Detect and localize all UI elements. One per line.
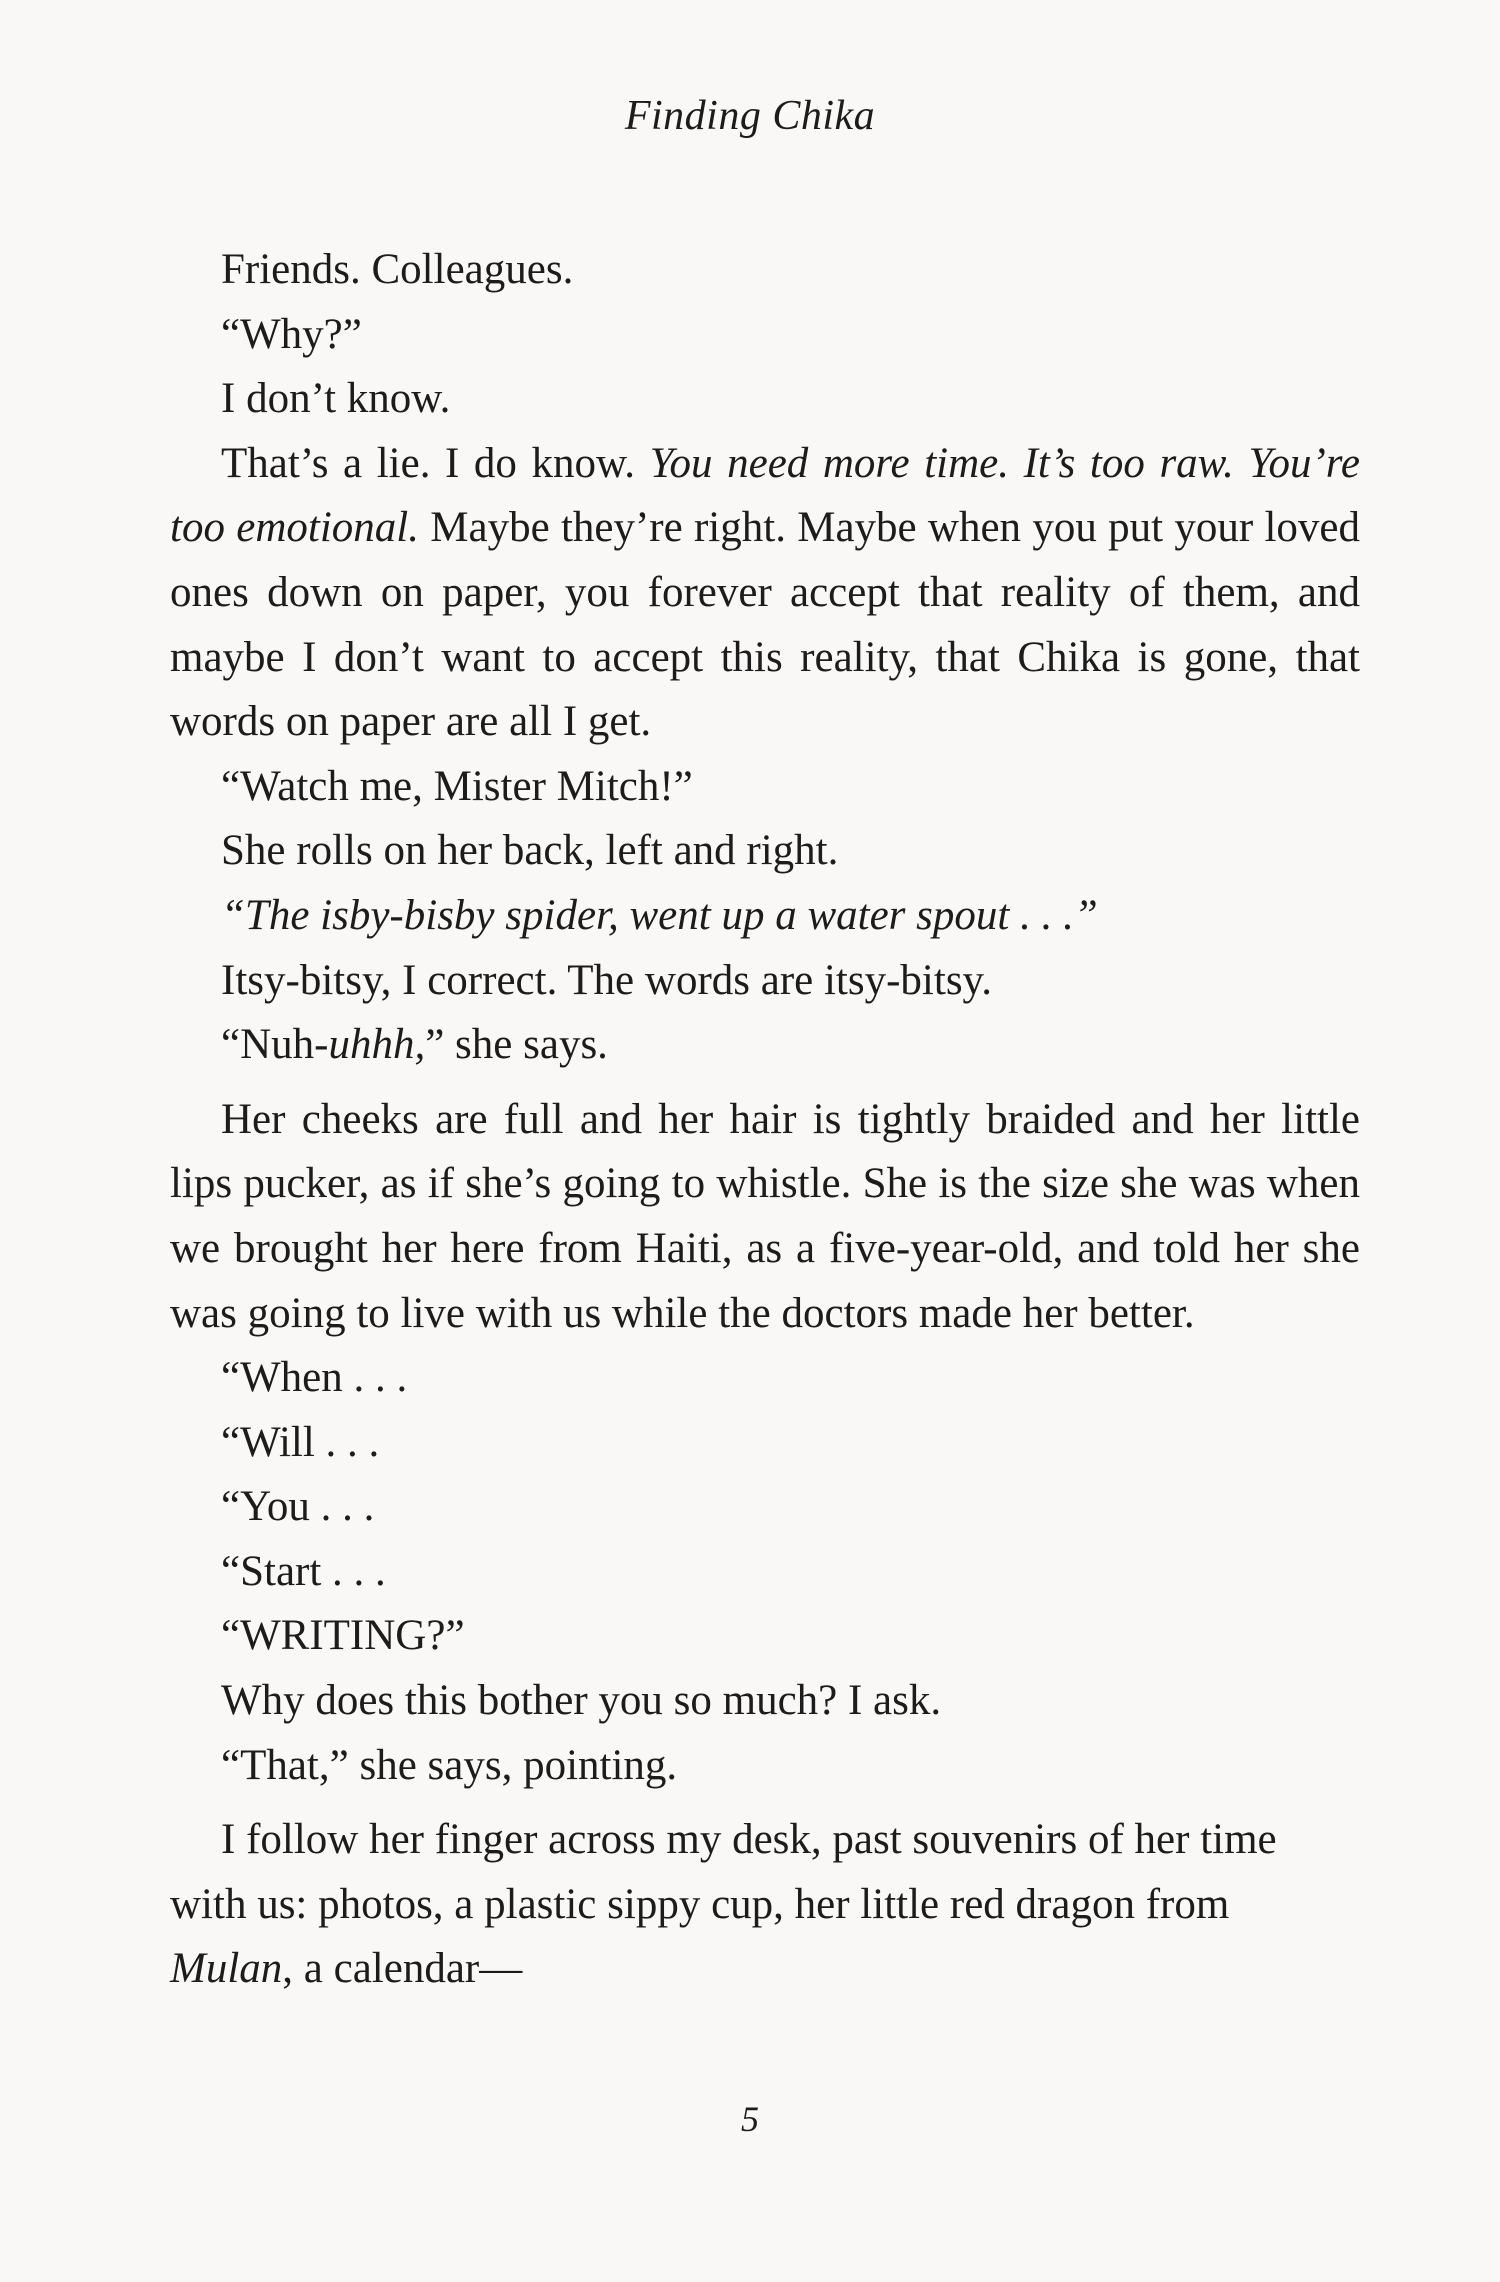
paragraph: “Why?”	[221, 310, 362, 358]
paragraph: “Watch me, Mister Mitch!”	[221, 762, 693, 810]
italic-text: You need more time. It’s too raw. You’re too emotional.	[170, 439, 1361, 552]
paragraph-text: That’s a lie. I do know.	[221, 439, 650, 487]
paragraph: “WRITING?”	[221, 1612, 465, 1660]
paragraph	[170, 1808, 1360, 2002]
italic-text: uhhh,	[328, 1021, 426, 1069]
paragraph: “You . . .	[221, 1483, 375, 1531]
paragraph-text: Maybe they’re right. Maybe when you put your loved ones down on paper, you forever accept that reality of them, and maybe I don’t want to accept this reality, that Chika is gone, that words on paper are all I get.	[170, 504, 1360, 746]
paragraph: Itsy-bitsy, I correct. The words are itsy-bitsy.	[221, 956, 993, 1004]
paragraph	[170, 1013, 1360, 1078]
page-number: 5	[741, 2099, 759, 2139]
paragraph: Her cheeks are full and her hair is tightly braided and her little lips pucker, as if she’s going to whistle. She is the size she was when we brought her here from Haiti, as a five-year-old, and told her she was going to live with us while the doctors made her better.	[170, 1095, 1360, 1337]
paragraph-text: ” she says.	[425, 1021, 608, 1069]
paragraph: “That,” she says, pointing.	[221, 1741, 678, 1789]
paragraph-text: , a calendar—	[282, 1945, 523, 1993]
paragraph: Friends. Colleagues.	[221, 246, 574, 293]
paragraph: “When . . .	[221, 1354, 408, 1402]
paragraph: I don’t know.	[221, 375, 451, 423]
paragraph: She rolls on her back, left and right.	[221, 827, 839, 875]
running-header-title: Finding Chika	[624, 93, 876, 139]
body-text	[170, 238, 1360, 2002]
paragraph-text: I follow her finger across my desk, past souvenirs of her time with us: photos, a plastic sippy cup, her little red dragon from	[170, 1816, 1277, 1928]
paragraph: “Start . . .	[221, 1547, 386, 1595]
italic-text: “The isby-bisby spider, went up a water spout . . .”	[221, 891, 1098, 939]
italic-text: Mulan	[170, 1945, 283, 1993]
paragraph-text: “Nuh-	[221, 1021, 329, 1069]
paragraph: “Will . . .	[221, 1418, 380, 1466]
paragraph	[170, 432, 1360, 755]
paragraph: Why does this bother you so much? I ask.	[221, 1677, 942, 1725]
paragraph	[170, 884, 1360, 949]
